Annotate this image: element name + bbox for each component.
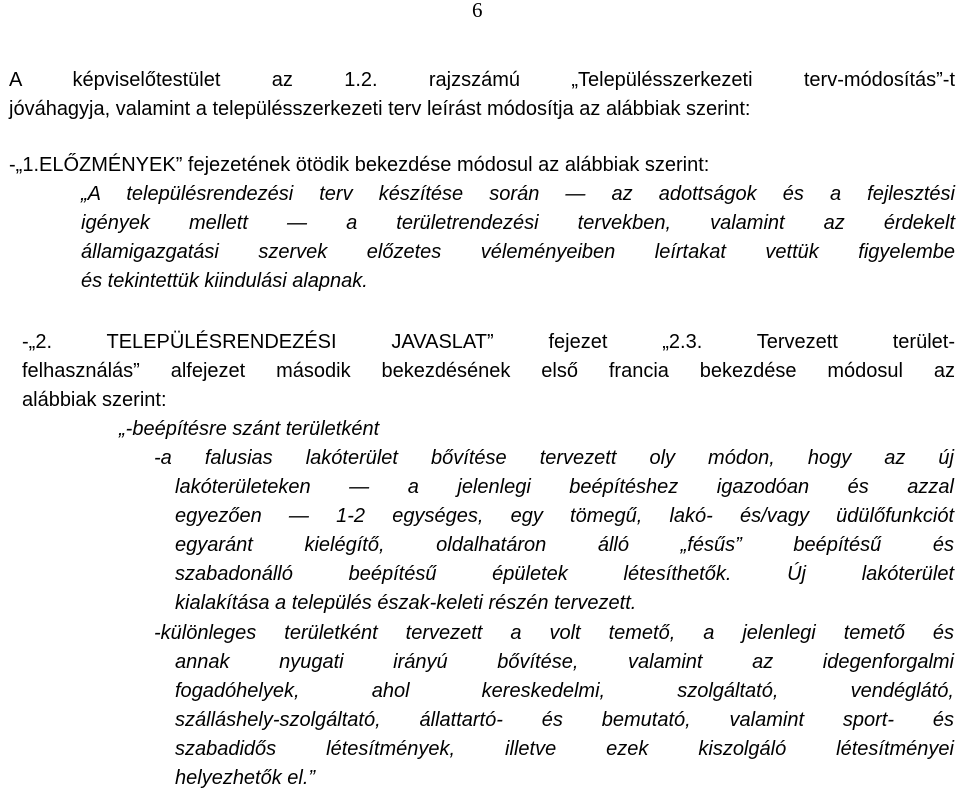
quote-line: és tekintettük kiindulási alapnak. <box>81 270 368 292</box>
section1-heading <box>9 151 955 180</box>
bullet2-line: -különleges területként tervezett a volt temető, a jelenlegi temető és <box>154 622 954 644</box>
quote-line: igények mellett — a területrendezési tervekben, valamint az érdekelt <box>81 212 955 234</box>
bullet1-line: lakóterületeken — a jelenlegi beépítéshez igazodóan és azzal <box>175 476 954 498</box>
quote-line: „A településrendezési terv készítése során — az adottságok és a fejlesztési <box>81 183 955 205</box>
section2-line: felhasználás” alfejezet második bekezdésének első francia bekezdése módosul az <box>22 360 955 382</box>
section2-line: alábbiak szerint: <box>22 389 167 411</box>
intro-line: jóváhagyja, valamint a településszerkezeti terv leírást módosítja az alábbiak szerint: <box>9 98 751 120</box>
bullet1-first-line <box>154 444 954 473</box>
section2-line: -„2. TELEPÜLÉSRENDEZÉSI JAVASLAT” fejezet „2.3. Tervezett terület- <box>22 331 955 353</box>
bullet2-line: fogadóhelyek, ahol kereskedelmi, szolgáltató, vendéglátó, <box>175 680 954 702</box>
bullet1-line: egyezően — 1-2 egységes, egy tömegű, lakó- és/vagy üdülőfunkciót <box>175 505 954 527</box>
bullet1-line: egyaránt kielégítő, oldalhatáron álló „fésűs” beépítésű és <box>175 534 954 556</box>
bullet2-line: szabadidős létesítmények, illetve ezek kiszolgáló létesítményei <box>175 738 954 760</box>
intro-line: A képviselőtestület az 1.2. rajzszámú „Településszerkezeti terv-módosítás”-t <box>9 69 955 91</box>
bullet2-first-line <box>154 619 954 648</box>
quote-line: államigazgatási szervek előzetes véleményeiben leírtakat vettük figyelembe <box>81 241 955 263</box>
section1-quote <box>81 180 955 296</box>
bullet1-line: kialakítása a település észak-keleti részén tervezett. <box>175 592 637 614</box>
bullet2-line: helyezhetők el.” <box>175 767 316 789</box>
section2-subheading <box>119 415 955 444</box>
bullet2-line: szálláshely-szolgáltató, állattartó- és bemutató, valamint sport- és <box>175 709 954 731</box>
subheading-line: „-beépítésre szánt területként <box>119 418 380 440</box>
bullet1-body <box>175 473 954 618</box>
section1-heading-line: -„1.ELŐZMÉNYEK” fejezetének ötödik bekezdése módosul az alábbiak szerint: <box>9 154 710 176</box>
intro-paragraph <box>9 66 955 124</box>
page-number: 6 <box>472 0 483 22</box>
bullet2-body <box>175 648 954 793</box>
bullet1-line: szabadonálló beépítésű épületek létesíthetők. Új lakóterület <box>175 563 954 585</box>
bullet2-line: annak nyugati irányú bővítése, valamint az idegenforgalmi <box>175 651 954 673</box>
section2-paragraph <box>22 328 955 415</box>
bullet1-line: -a falusias lakóterület bővítése tervezett oly módon, hogy az új <box>154 447 954 469</box>
